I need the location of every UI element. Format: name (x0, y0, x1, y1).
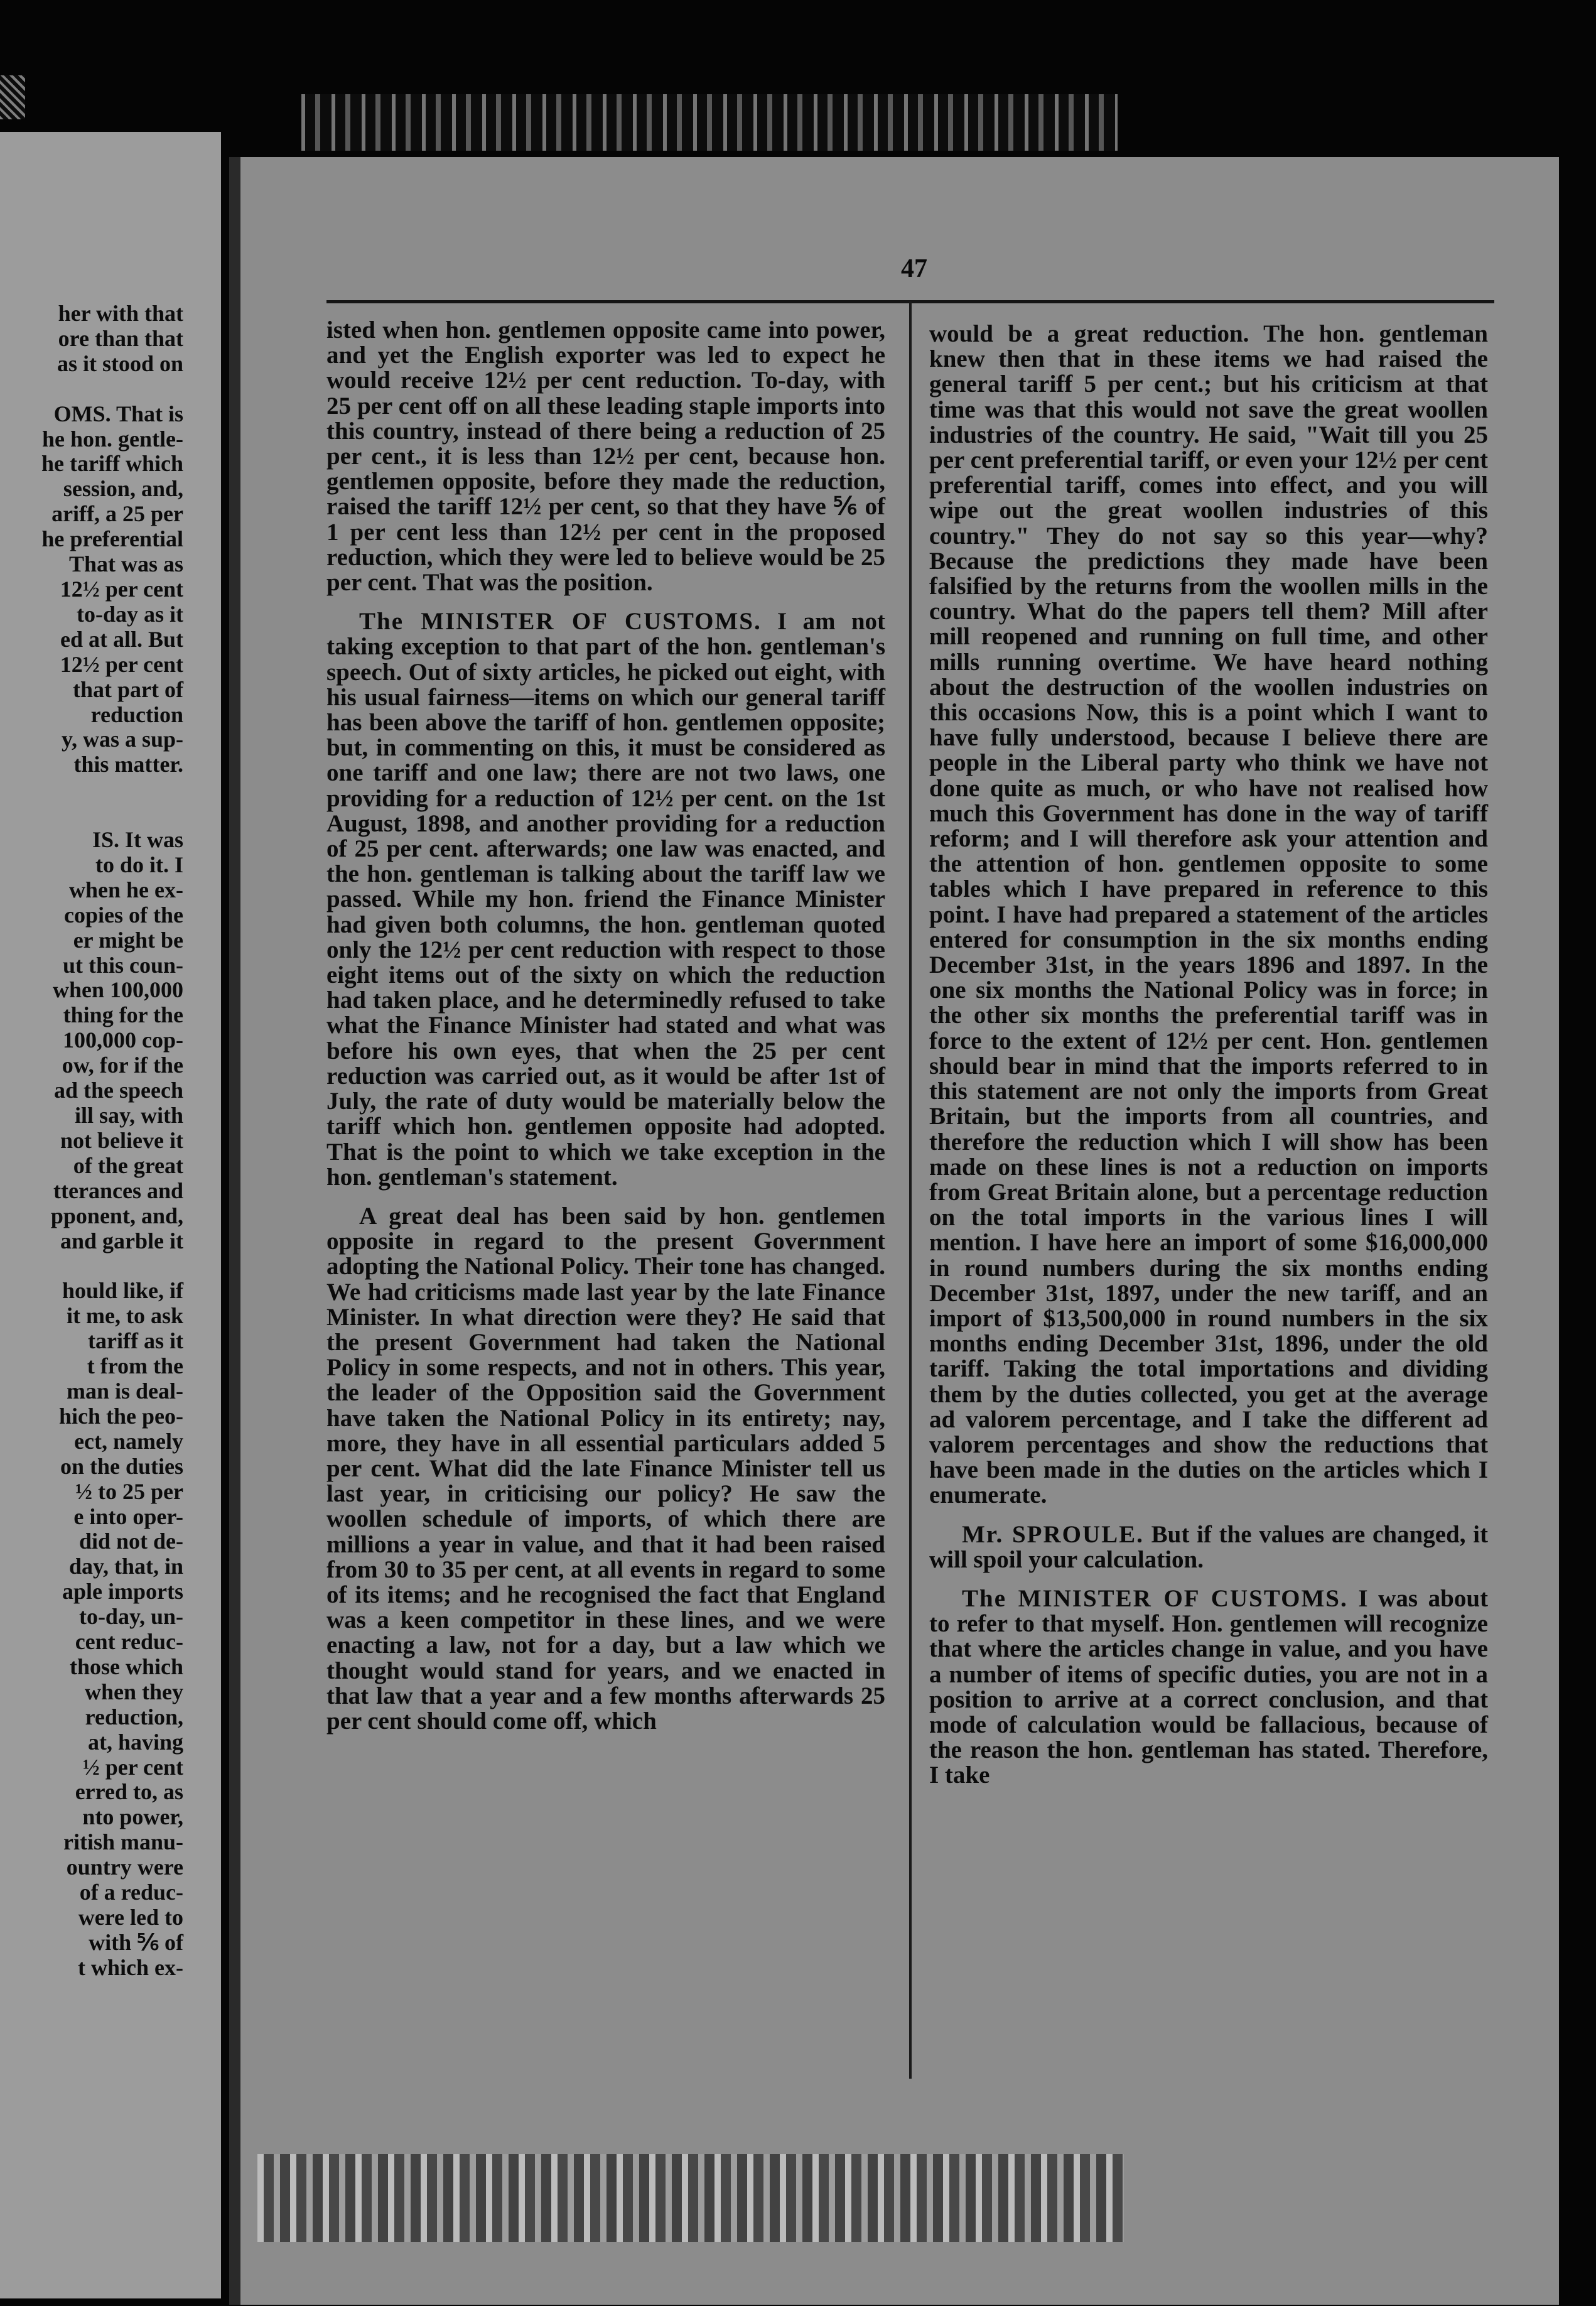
previous-page-line: ill say, with (74, 1103, 183, 1128)
paragraph (929, 322, 1488, 1508)
previous-page-line: to-day, un- (78, 1604, 183, 1630)
previous-page-line: when 100,000 (52, 977, 183, 1003)
previous-page-line: ow, for if the (62, 1053, 183, 1078)
previous-page-line: cent reduc- (75, 1629, 183, 1655)
paragraph (929, 1586, 1488, 1789)
previous-page-line: as it stood on (57, 350, 183, 376)
previous-page-line: er might be (73, 927, 183, 953)
previous-page-line (0, 377, 183, 402)
previous-page-line: reduction, (85, 1704, 183, 1730)
speaker-name: The MINISTER OF CUSTOMS. (962, 1584, 1348, 1612)
previous-page-line: IS. It was (92, 827, 183, 853)
decorative-corner (0, 75, 25, 119)
previous-page-line: tariff as it (88, 1328, 183, 1354)
previous-page-line: when they (84, 1679, 183, 1704)
previous-page-line: this matter. (73, 752, 183, 777)
speaker-name: Mr. SPROULE. (962, 1520, 1144, 1548)
previous-page-line: he hon. gentle- (42, 426, 183, 452)
previous-page-line: thing for the (63, 1002, 183, 1028)
paragraph-text: I was about to refer to that myself. Hon. gentlemen will recognize that where the articles change in value, and you have a number of items of specific duties, you are not in a position to arrive at a correct conclusion, and that mode of calculation would be fallacious, because of the reason the hon. gentleman has stated. Therefore, I take (929, 1584, 1488, 1789)
previous-page-line: he preferential (41, 526, 183, 552)
previous-page-line: it me, to ask (67, 1303, 183, 1329)
speaker-name: The MINISTER OF CUSTOMS. (359, 608, 762, 636)
previous-page-line: copies of the (64, 902, 183, 928)
previous-page-line: that part of (73, 676, 183, 702)
paragraph-text: I am not taking exception to that part of the hon. gentleman's speech. Out of sixty articles, he picked out eight, with his usual fairness—items on which our general tariff has been above the tariff of hon. gentlemen opposite; but, in commenting on this, it must be considered as one tariff and one law; there are not two laws, one providing for a reduction of 12½ per cent. on the 1st August, 1898, and another providing for a reduction of 25 per cent. afterwards; one law was enacted, and the hon. gentleman is talking about the tariff law we passed. While my hon. friend the Finance Minister had given both columns, the hon. gentleman quoted only the 12½ per cent reduction with respect to those eight items out of the sixty on which the reduction had taken place, and he determinedly refused to take what the Finance Minister had stated and what was before his own eyes, that when the 25 per cent reduction was carried out, as it would be after 1st of July, the rate of duty would be materially below the tariff which hon. gentlemen opposite had adopted. That is the point to which we take exception in the hon. gentleman's statement. (326, 608, 885, 1191)
previous-page-line: reduction (90, 701, 183, 727)
previous-page-line: ore than that (58, 325, 183, 351)
previous-page-line: on the duties (60, 1453, 183, 1479)
previous-page-line: tterances and (53, 1177, 183, 1203)
previous-page-line: aple imports (62, 1579, 183, 1605)
previous-page-line: ½ to 25 per (75, 1478, 183, 1504)
paragraph-text: A great deal has been said by hon. gentlemen opposite in regard to the present Government adopting the National Policy. Their tone has changed. We had criticisms made last year by the late Finance Minister. In what direction were they? He said that the present Government had taken the National Policy in some respects, and not in others. This year, the leader of the Opposition said the Government have taken the National Policy in its entirety; nay, more, they have in all essential particulars added 5 per cent. What did the late Finance Minister tell us last year, in criticising our policy? He saw the woollen schedule of imports, of which there are millions a year in value, and that it had been raised from 30 to 35 per cent, at all events in regard to some of its items; and he recognised the fact that England was a keen competitor in these lines, and we were enacting a law, not for a day, but a law which we thought would stand for years, and we enacted in that law that a year and a few months afterwards 25 per cent should come off, which (326, 1202, 885, 1735)
previous-page-line (0, 777, 183, 803)
previous-page-line: ritish manu- (63, 1829, 183, 1855)
previous-page-line: ut this coun- (62, 952, 183, 978)
paragraph-text: isted when hon. gentlemen opposite came into power, and yet the English exporter was led to expect he would receive 12½ per cent reduction. To-day, with 25 per cent off on all these leading staple imports into this country, instead of there being a reduction of 25 per cent., it is less than 12½ per cent, because hon. gentlemen opposite, before they made the reduction, raised the tariff 12½ per cent, so that they have ⅚ of 1 per cent less than 12½ per cent in the proposed reduction, which they were led to believe would be 25 per cent. That was the position. (326, 317, 885, 597)
previous-page-line: to do it. I (95, 852, 183, 877)
right-column (929, 322, 1488, 1789)
decorative-border-bottom (257, 2154, 1124, 2242)
previous-page-line: t from the (87, 1353, 183, 1379)
paragraph-gap (929, 1573, 1488, 1586)
previous-page-line: 12½ per cent (60, 576, 183, 602)
paragraph-gap (929, 1508, 1488, 1522)
previous-page-line: ad the speech (54, 1078, 183, 1103)
previous-page-line: did not de- (78, 1529, 183, 1554)
paragraph-text: would be a great reduction. The hon. gentleman knew then that in these items we had raised the general tariff 5 per cent.; but his criticism at that time was that this would not save the great woollen industries of the country. He said, "Wait till you 25 per cent preferential tariff, or even your 12½ per cent preferential tariff, comes into effect, and you will wipe out the great woollen industries of this country." They do not say so this year—why? Because the predictions they made have been falsified by the returns from the woollen mills in the country. What do the papers tell them? Mill after mill reopened and running on full time, and other mills running overtime. We have heard nothing about the destruction of the woollen industries on this occasions Now, this is a point which I want to have fully understood, because I believe there are people in the Liberal party who think we have not done quite as much, or who have not realised how much this Government has done in the way of tariff reform; and I will therefore ask your attention and the attention of hon. gentlemen opposite to some tables which I have prepared in reference to this point. I have had prepared a statement of the articles entered for consumption in the six months ending December 31st, in the years 1896 and 1897. In the one six months the National Policy was in force; in the other six months the preferential tariff was in force to the extent of 12½ per cent. Hon. gentlemen should bear in mind that the imports referred to in this statement are not only the imports from Great Britain, but the imports from all countries, and therefore the reduction which I will show has been made on these lines is not a reduction on imports from Great Britain alone, but a percentage reduction on the total imports in the various lines I will mention. I have here an import of some $16,000,000 in round numbers during the six months ending December 31st, 1897, under the new tariff, and an import of $13,500,000 in round numbers in the six months ending December 31st, 1896, under the old tariff. Taking the total importations and dividing them by the duties collected, you get at the average ad valorem percentage, and I take the different ad valorem percentages and show the reductions that have been made in the duties on the articles which I enumerate. (929, 320, 1488, 1509)
decorative-border-top (301, 94, 1118, 151)
paragraph-text: But if the values are changed, it will spoil your calculation. (929, 1520, 1488, 1573)
left-column (326, 318, 885, 1734)
previous-page-line: of a reduc- (79, 1880, 183, 1905)
column-divider (909, 301, 912, 2079)
previous-page-line: ed at all. But (60, 626, 183, 652)
previous-page-line: ½ per cent (82, 1754, 183, 1780)
previous-page-line: 12½ per cent (60, 651, 183, 677)
previous-page-edge (0, 132, 221, 2298)
previous-page-line: OMS. That is (53, 401, 183, 426)
previous-page-line: hould like, if (62, 1278, 183, 1304)
paragraph (326, 318, 885, 595)
previous-page-line: when he ex- (69, 877, 183, 902)
previous-page-line: session, and, (63, 476, 183, 502)
previous-page-line: to-day as it (77, 601, 183, 627)
previous-page-line: hich the peo- (59, 1403, 183, 1429)
previous-page-line: man is deal- (66, 1378, 183, 1404)
previous-page-line: erred to, as (75, 1779, 183, 1805)
previous-page-line: those which (69, 1654, 183, 1679)
previous-page-line: 100,000 cop- (63, 1027, 183, 1053)
previous-page-line: ariff, a 25 per (51, 501, 183, 527)
previous-page-line: and garble it (60, 1228, 183, 1253)
previous-page-line: t which ex- (78, 1954, 183, 1980)
paragraph (326, 609, 885, 1190)
page-number: 47 (901, 254, 927, 283)
previous-page-line (0, 803, 183, 828)
previous-page-line: were led to (78, 1905, 183, 1930)
paragraph-gap (326, 1190, 885, 1204)
previous-page-line: at, having (87, 1729, 183, 1755)
previous-page-line: pponent, and, (50, 1203, 183, 1228)
previous-page-text (0, 301, 183, 1981)
previous-page-line (0, 1253, 183, 1279)
previous-page-line: ountry were (66, 1854, 183, 1880)
previous-page-line: of the great (73, 1152, 183, 1178)
paragraph-gap (326, 595, 885, 609)
previous-page-line: not believe it (60, 1127, 183, 1153)
previous-page-line: y, was a sup- (61, 727, 183, 752)
previous-page-line: he tariff which (41, 451, 183, 477)
previous-page-line: That was as (68, 551, 183, 577)
paragraph (326, 1204, 885, 1734)
previous-page-line: with ⅚ of (89, 1929, 183, 1955)
paragraph (929, 1522, 1488, 1573)
previous-page-line: e into oper- (73, 1503, 183, 1529)
previous-page-line: ect, namely (74, 1428, 183, 1454)
previous-page-line: her with that (58, 301, 183, 326)
previous-page-line: nto power, (82, 1804, 183, 1830)
previous-page-line: day, that, in (68, 1554, 183, 1579)
